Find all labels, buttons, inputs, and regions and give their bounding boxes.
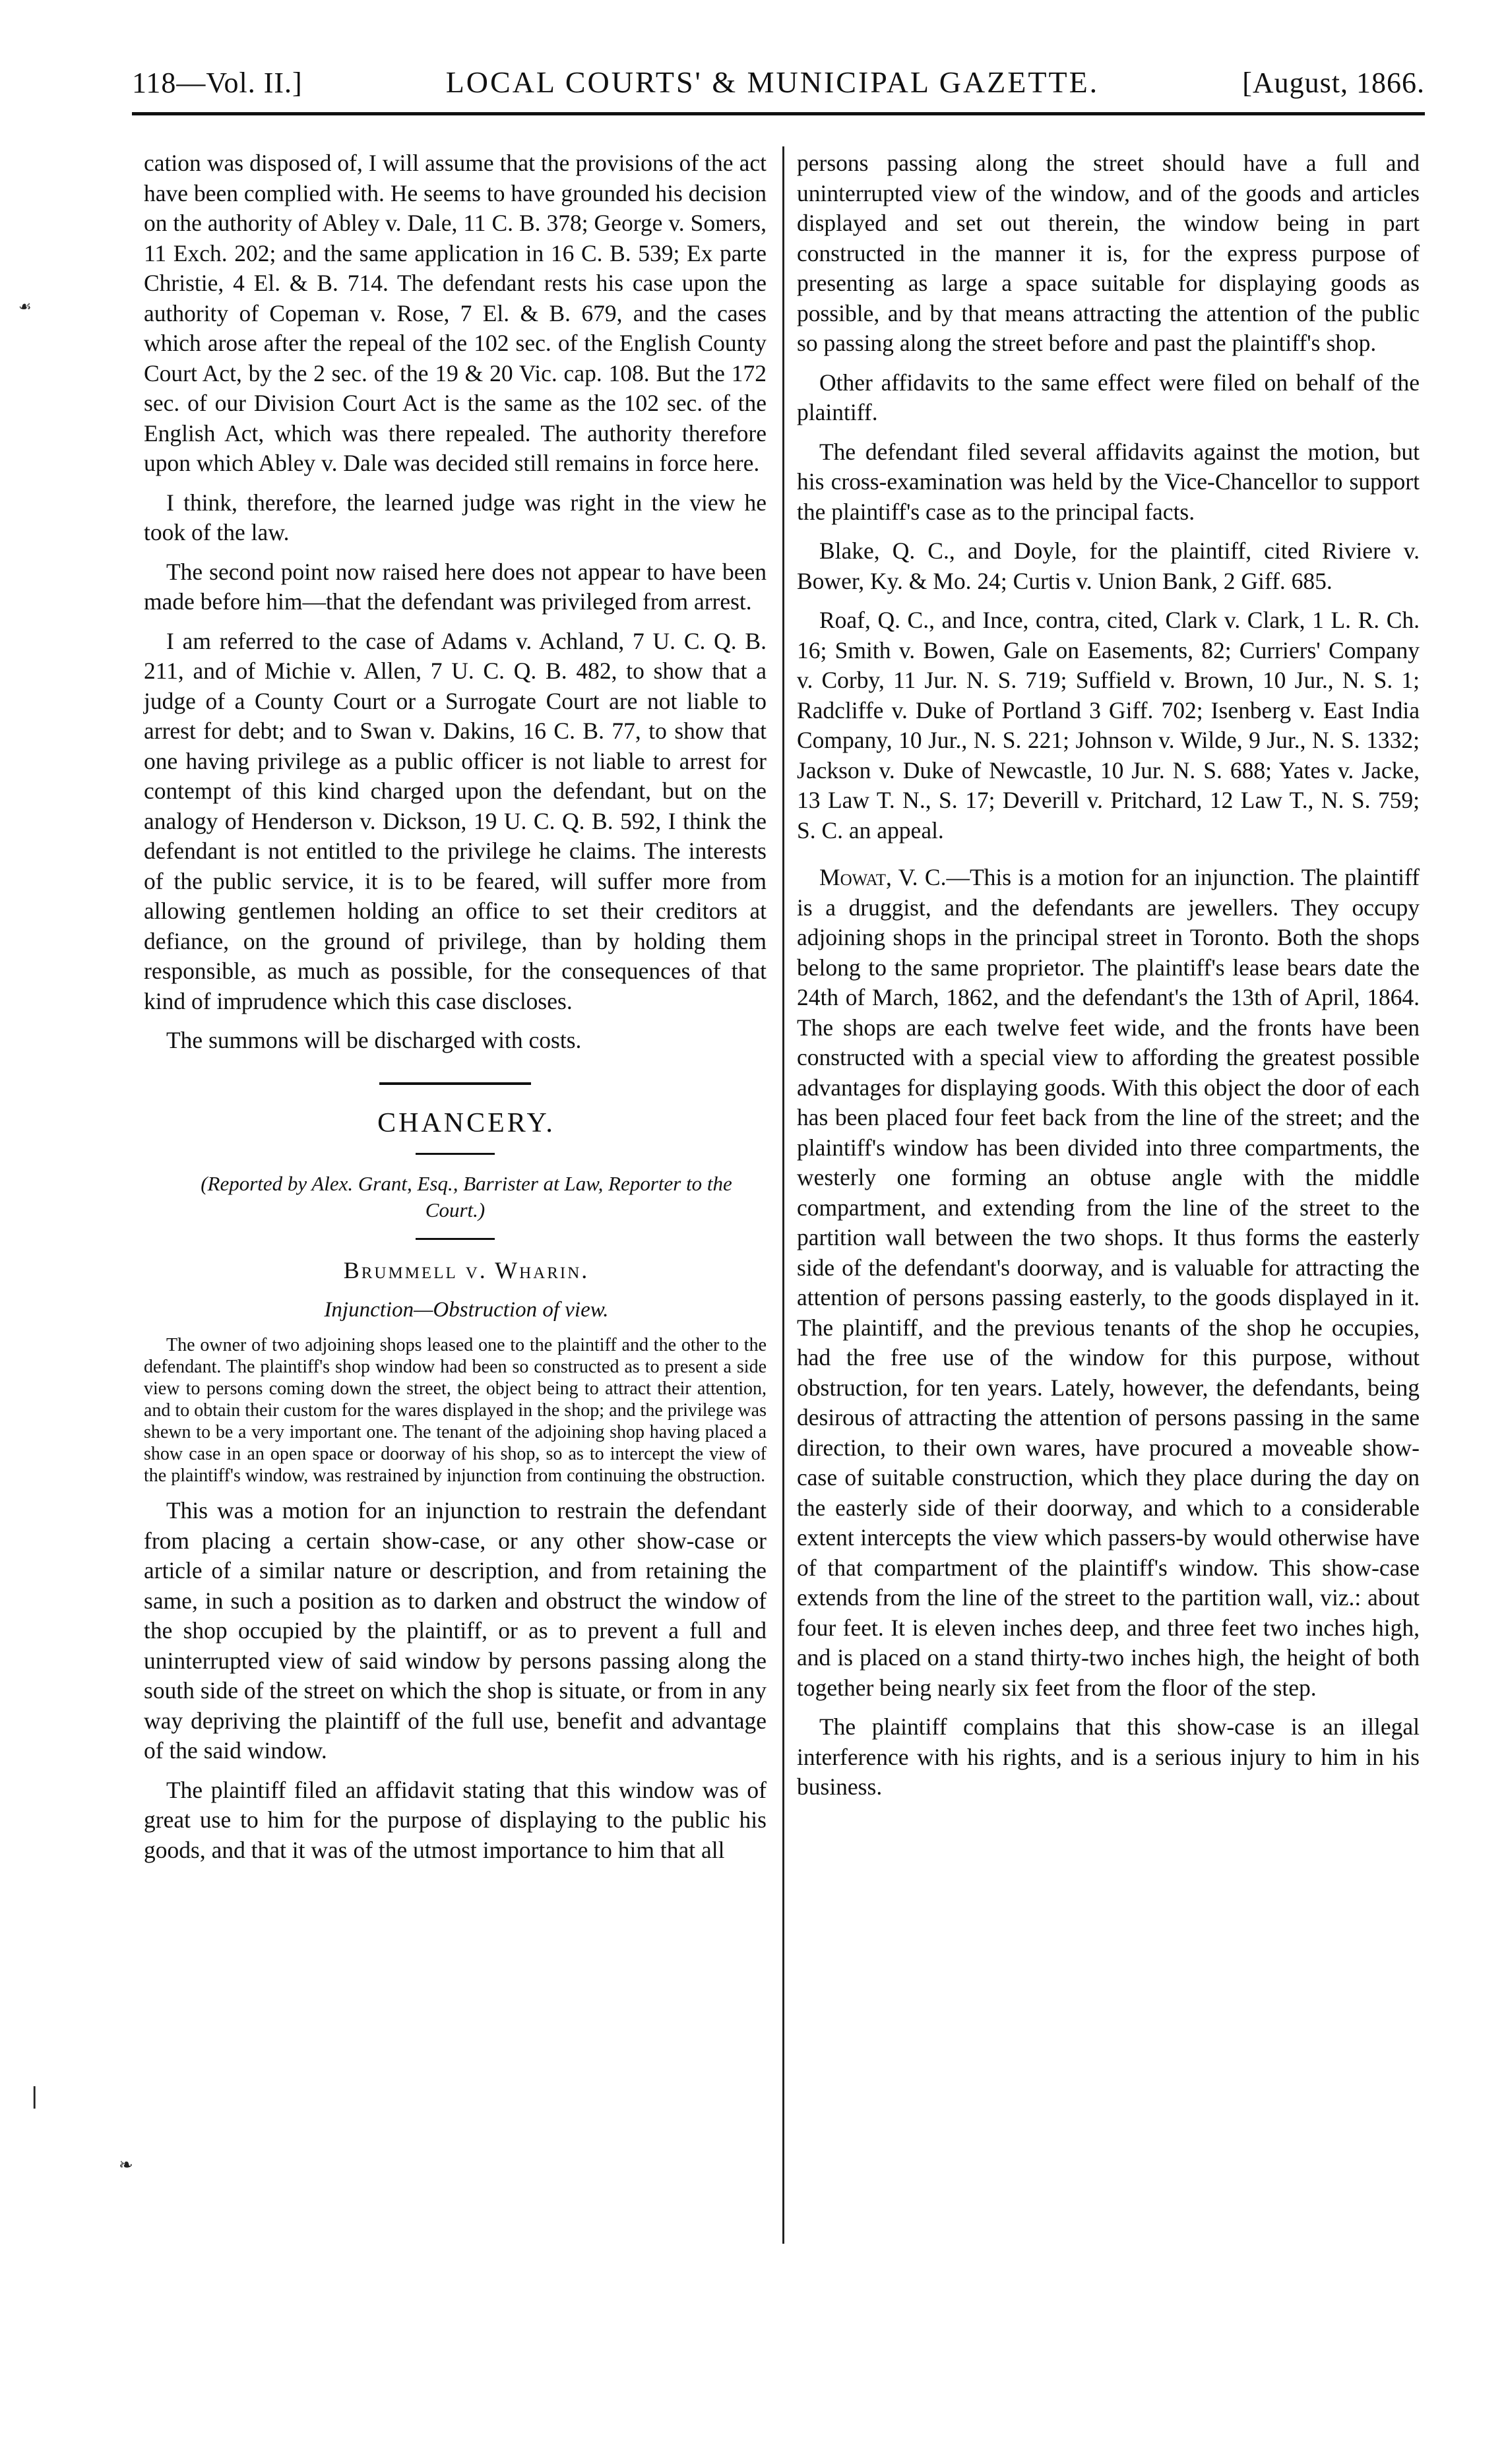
case-title: Brummell v. Wharin. bbox=[343, 1257, 590, 1283]
paragraph: cation was disposed of, I will assume that the provisions of the act have been complied with. He seems to have grounded his decision on the authority of Abley v. Dale, 11 C. B. 378; George v. Somers, 11 Exch. 202; and the same application in 16 C. B. 539; Ex parte Christie, 4 El. & B. 714. The defendant rests his case upon the authority of Copeman v. Rose, 7 El. & B. 679, and the cases which arose after the repeal of the 102 sec. of the English County Court Act, by the 2 sec. of the 19 & 20 Vic. cap. 108. But the 172 sec. of our Division Court Act is the same as the 102 sec. of the English Act, which was there repealed. The authority therefore upon which Abley v. Dale was decided still remains in force here. bbox=[144, 150, 767, 476]
headnote: The owner of two adjoining shops leased one to the plaintiff and the other to the defendant. The plaintiff's shop window had been so constructed as to present a side view to persons coming down the street, the object being to attract their attention, and to obtain their custom for the wares displayed in the shop; and the privilege was shewn to be a very important one. The tenant of the adjoining shop having placed a show case in an open space or doorway of his shop, so as to intercept the view of the plaintiff's window, was restrained by injunction from continuing the obstruction. bbox=[144, 1335, 767, 1486]
paragraph: The summons will be discharged with costs. bbox=[166, 1027, 582, 1053]
margin-mark: ☙ bbox=[18, 298, 32, 315]
margin-mark: ❘ bbox=[25, 2084, 44, 2109]
left-column bbox=[144, 148, 767, 1874]
paragraph: The plaintiff filed an affidavit stating that this window was of great use to him for the purpose of displaying to the public his goods, and that it was of the utmost importance to him that all bbox=[144, 1776, 767, 1863]
page-volume: 118—Vol. II.] bbox=[132, 67, 303, 99]
margin-mark: ❧ bbox=[119, 2155, 133, 2174]
paragraph: persons passing along the street should have a full and uninterrupted view of the window, and of the goods and articles displayed and set out therein, the window being in part constructed in the manner it is, for the express purpose of presenting as large a space suitable for displaying goods as possible, and by that means attracting the attention of the public so passing along the street before and past the plaintiff's shop. bbox=[797, 150, 1420, 356]
opinion-judge: Mowat, V. C. bbox=[819, 864, 947, 890]
paragraph: The second point now raised here does not appear to have been made before him—that the defendant was privileged from arrest. bbox=[144, 558, 767, 615]
reporter-credit: (Reported by Alex. Grant, Esq., Barrister at Law, Reporter to the Court.) bbox=[201, 1172, 732, 1221]
column-divider bbox=[782, 146, 784, 2244]
issue-date: [August, 1866. bbox=[1242, 67, 1425, 99]
case-rule bbox=[416, 1238, 495, 1240]
paragraph: I am referred to the case of Adams v. Achland, 7 U. C. Q. B. 211, and of Michie v. Allen, 7 U. C. Q. B. 482, to show that a judge of a County Court or a Surrogate Court are not liable to arrest for debt; and to Swan v. Dakins, 16 C. B. 77, to show that one having privilege as a public officer is not liable to arrest for contempt of this kind charged upon the defendant, but on the analogy of Henderson v. Dickson, 19 U. C. Q. B. 592, I think the defendant is not entitled to the privilege he claims. The interests of the public service, it is to be feared, will suffer more from allowing gentlemen holding an office to set their creditors at defiance, on the ground of privilege, than by holding them responsible, as much as possible, for the consequences of that kind of imprudence which this case discloses. bbox=[144, 627, 767, 1014]
paragraph: Blake, Q. C., and Doyle, for the plaintiff, cited Riviere v. Bower, Ky. & Mo. 24; Curtis v. Union Bank, 2 Giff. 685. bbox=[797, 538, 1420, 594]
section-rule-short bbox=[416, 1153, 495, 1155]
case-subtitle: Injunction—Obstruction of view. bbox=[324, 1297, 609, 1322]
paragraph: Other affidavits to the same effect were filed on behalf of the plaintiff. bbox=[797, 369, 1420, 425]
paragraph: This was a motion for an injunction to restrain the defendant from placing a certain show-case, or any other show-case or article of a similar nature or description, and from retaining the same, in such a position as to darken and obstruct the window of the shop occupied by the plaintiff, or as to prevent a full and uninterrupted view of said window by persons passing along the south side of the street on which the shop is situate, or from in any way depriving the plaintiff of the full use, benefit and advantage of the said window. bbox=[144, 1497, 767, 1764]
right-column bbox=[797, 148, 1420, 1812]
publication-title: LOCAL COURTS' & MUNICIPAL GAZETTE. bbox=[445, 65, 1100, 99]
paragraph: I think, therefore, the learned judge was right in the view he took of the law. bbox=[144, 489, 767, 545]
paragraph: The defendant filed several affidavits against the motion, but his cross-examination was held by the Vice-Chancellor to support the plaintiff's case as to the principal facts. bbox=[797, 438, 1420, 525]
opinion-text: —This is a motion for an injunction. The plaintiff is a druggist, and the defendants are jewellers. They occupy adjoining shops in the principal street in Toronto. Both the shops belong to the same proprietor. The plaintiff's lease bears date the 24th of March, 1862, and the defendant's the 13th of April, 1864. The shops are each twelve feet wide, and the fronts have been constructed with a special view to affording the greatest possible advantages for displaying goods. With this object the door of each has been placed four feet back from the line of the street; and the plaintiff's window has been divided into three compartments, the westerly one forming an obtuse angle with the middle compartment, and extending from the line of the street to the partition wall between the two shops. It thus forms the easterly side of the defendant's doorway, and is valuable for attracting the attention of persons passing easterly, to the goods displayed in it. The plaintiff, and the previous tenants of the shop he occupies, had the free use of the window for this purpose, without obstruction, for ten years. Lately, however, the defendants, being desirous of attracting the attention of persons passing in the same direction, to their own wares, have procured a moveable show-case of suitable construction, which they place during the day on the easterly side of their doorway, and which to a considerable extent intercepts the view which passers-by would otherwise have of that compartment of the plaintiff's window. This show-case extends from the line of the street to the partition wall, viz.: about four feet. It is eleven inches deep, and three feet two inches high, and is placed on a stand thirty-two inches high, the height of both together being nearly six feet from the floor of the step. bbox=[797, 864, 1420, 1701]
header-rule bbox=[132, 112, 1425, 115]
opinion-paragraph bbox=[797, 863, 1420, 1703]
section-rule bbox=[379, 1082, 531, 1085]
paragraph: Roaf, Q. C., and Ince, contra, cited, Clark v. Clark, 1 L. R. Ch. 16; Smith v. Bowen, Gale on Easements, 82; Curriers' Company v. Corby, 11 Jur. N. S. 719; Suffield v. Brown, 10 Jur., N. S. 1; Radcliffe v. Duke of Portland 3 Giff. 702; Isenberg v. East India Company, 10 Jur., N. S. 221; Johnson v. Wilde, 9 Jur., N. S. 1332; Jackson v. Duke of Newcastle, 10 Jur. N. S. 688; Yates v. Jacke, 13 Law T. N., S. 17; Deverill v. Pritchard, 12 Law T., N. S. 759; S. C. an appeal. bbox=[797, 607, 1420, 844]
section-title: CHANCERY. bbox=[377, 1107, 555, 1138]
running-header bbox=[132, 65, 1425, 104]
paragraph: The plaintiff complains that this show-case is an illegal interference with his rights, and is a serious injury to him in his business. bbox=[797, 1713, 1420, 1800]
